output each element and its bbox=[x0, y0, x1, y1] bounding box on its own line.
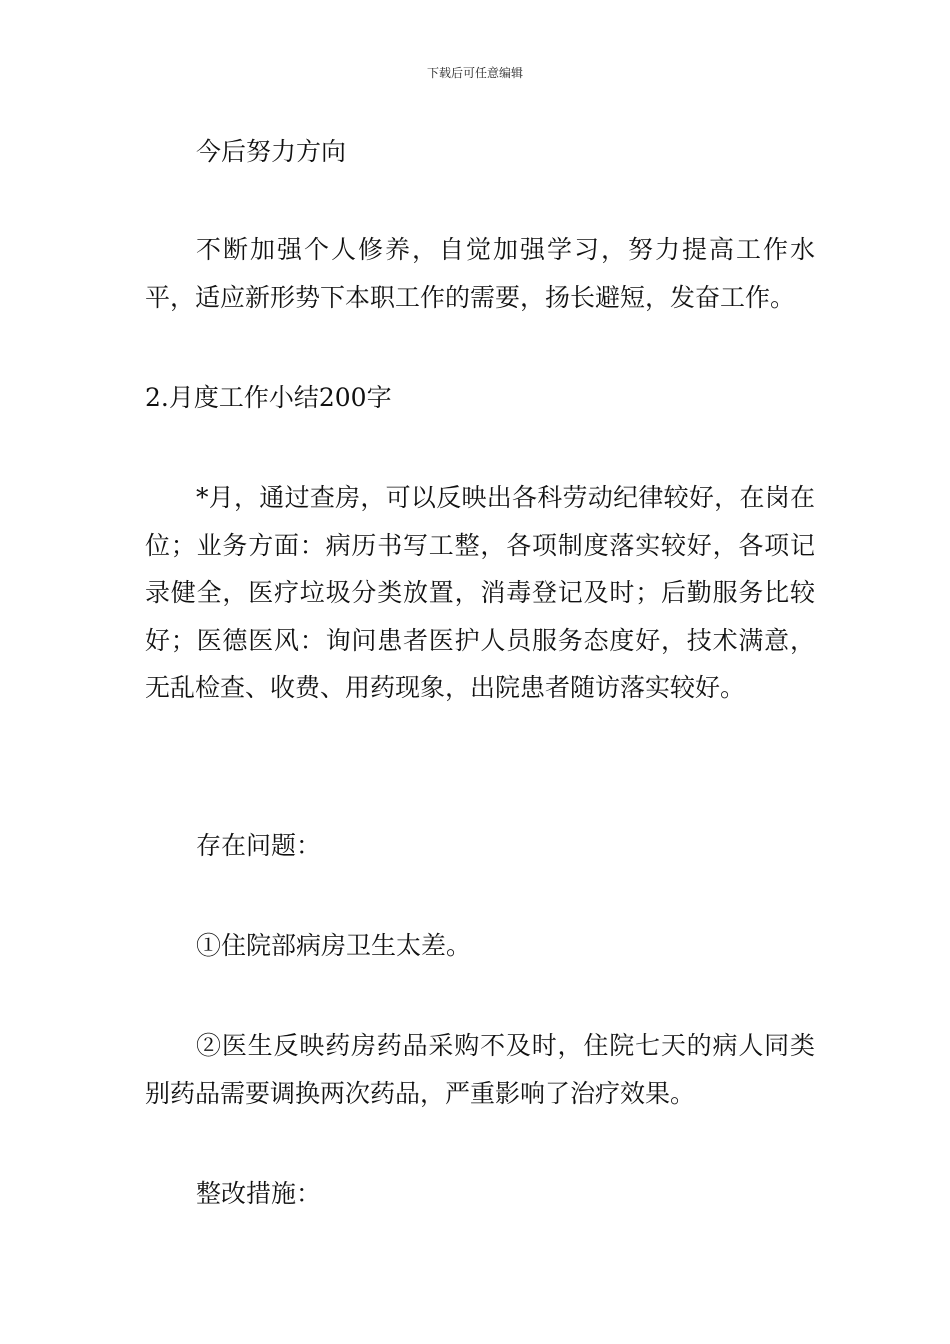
paragraph-section-title: 2.月度工作小结200字 bbox=[145, 383, 392, 412]
header-note: 下载后可任意编辑 bbox=[426, 66, 523, 80]
paragraph-measures-heading: 整改措施： bbox=[196, 1179, 322, 1208]
paragraph-direction-body: 不断加强个人修养，自觉加强学习，努力提高工作水平，适应新形势下本职工作的需要，扬长避短，发奋工作。 bbox=[145, 235, 815, 312]
paragraph-monthly-summary: *月，通过查房，可以反映出各科劳动纪律较好，在岗在位；业务方面：病历书写工整，各项制度落实较好，各项记录健全，医疗垃圾分类放置，消毒登记及时；后勤服务比较好；医德医风：询问患者医护人员服务态度好，技术满意，无乱检查、收费、用药现象，出院患者随访落实较好。 bbox=[145, 483, 815, 702]
paragraph-heading-direction: 今后努力方向 bbox=[196, 137, 347, 166]
paragraph-problems-heading: 存在问题： bbox=[196, 831, 322, 860]
paragraph-problem-1: ①住院部病房卫生太差。 bbox=[196, 931, 472, 960]
paragraph-problem-2: ②医生反映药房药品采购不及时，住院七天的病人同类别药品需要调换两次药品，严重影响了治疗效果。 bbox=[145, 1031, 815, 1108]
